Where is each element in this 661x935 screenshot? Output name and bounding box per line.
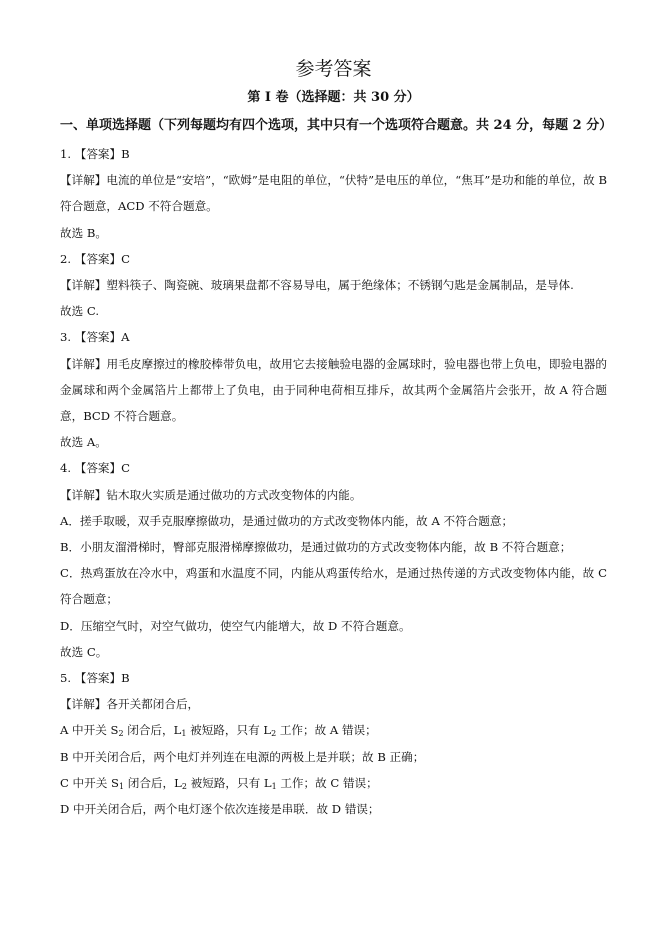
subscript: 2 [181, 781, 187, 791]
q5-option-c [60, 770, 607, 796]
q4-option-d: D．压缩空气时，对空气做功，使空气内能增大，故 D 不符合题意。 [60, 618, 411, 633]
q5-option-a-text: 工作；故 A 错误； [276, 723, 377, 738]
q4-detail: 【详解】钻木取火实质是通过做功的方式改变物体的内能。 [60, 487, 362, 502]
q3-answer: 3. 【答案】A [60, 330, 130, 345]
q3-detail: 【详解】用毛皮摩擦过的橡胶棒带负电，故用它去接触验电器的金属球时，验电器也带上负电，即验电器的金属球和两个金属箔片上都带上了负电，由于同种电荷相互排斥，故其两个金属箔片会张开，故 A 符合题意，BCD 不符合题意。 [60, 356, 607, 424]
part-heading: 一、单项选择题（下列每题均有四个选项，其中只有一个选项符合题意。共 24 分，每题 2 分） [60, 118, 613, 133]
q5-option-a-text: A 中开关 S [60, 723, 119, 738]
q1-answer: 1. 【答案】B [60, 147, 130, 161]
q1-detail: 【详解】电流的单位是“安培”，“欧姆”是电阻的单位，“伏特”是电压的单位，“焦耳”是功和能的单位，故 B 符合题意，ACD 不符合题意。 [60, 173, 607, 214]
q2-conclusion: 故选 C. [60, 304, 100, 319]
q5-answer: 5. 【答案】B [60, 671, 130, 686]
q4-option-c: C．热鸡蛋放在冷水中，鸡蛋和水温度不同，内能从鸡蛋传给水，是通过热传递的方式改变物体内能，故 C 符合题意； [60, 566, 607, 607]
subscript: 2 [271, 729, 277, 739]
q4-answer: 4. 【答案】C [60, 461, 130, 476]
section-title: 第 I 卷（选择题：共 30 分） [247, 90, 420, 105]
q5-option-a [60, 717, 607, 743]
subscript: 1 [118, 781, 125, 791]
q5-option-a-text: 被短路，只有 L [186, 723, 272, 738]
q4-conclusion: 故选 C。 [60, 644, 108, 659]
q5-option-b: B 中开关闭合后，两个电灯并列连在电源的两极上是并联；故 B 正确； [60, 749, 425, 764]
q2-answer: 2. 【答案】C [60, 251, 130, 266]
q1-conclusion: 故选 B。 [60, 225, 107, 240]
q5-option-c-text: 被短路，只有 L [186, 775, 272, 790]
q3-conclusion: 故选 A。 [60, 435, 107, 450]
q5-detail: 【详解】各开关都闭合后， [60, 697, 200, 712]
q5-option-c-text: C 中开关 S [60, 775, 119, 790]
subscript: 1 [271, 781, 277, 791]
q5-option-d: D 中开关闭合后，两个电灯逐个依次连接是串联．故 D 错误； [60, 802, 380, 817]
subscript: 1 [181, 729, 187, 739]
q5-option-a-text: 闭合后，L [123, 723, 182, 738]
q2-detail: 【详解】塑料筷子、陶瓷碗、玻璃果盘都不容易导电，属于绝缘体；不锈钢勺匙是金属制品，是导体. [60, 278, 574, 293]
q4-option-b: B．小朋友溜滑梯时，臀部克服滑梯摩擦做功，是通过做功的方式改变物体内能，故 B 不符合题意； [60, 540, 572, 555]
q5-option-c-text: 闭合后，L [124, 775, 182, 790]
subscript: 2 [118, 729, 124, 739]
q4-option-a: A．搓手取暖，双手克服摩擦做功，是通过做功的方式改变物体内能，故 A 不符合题意； [60, 513, 514, 528]
q5-option-c-text: 工作；故 C 错误； [276, 775, 378, 790]
page-title: 参考答案 [295, 58, 372, 80]
